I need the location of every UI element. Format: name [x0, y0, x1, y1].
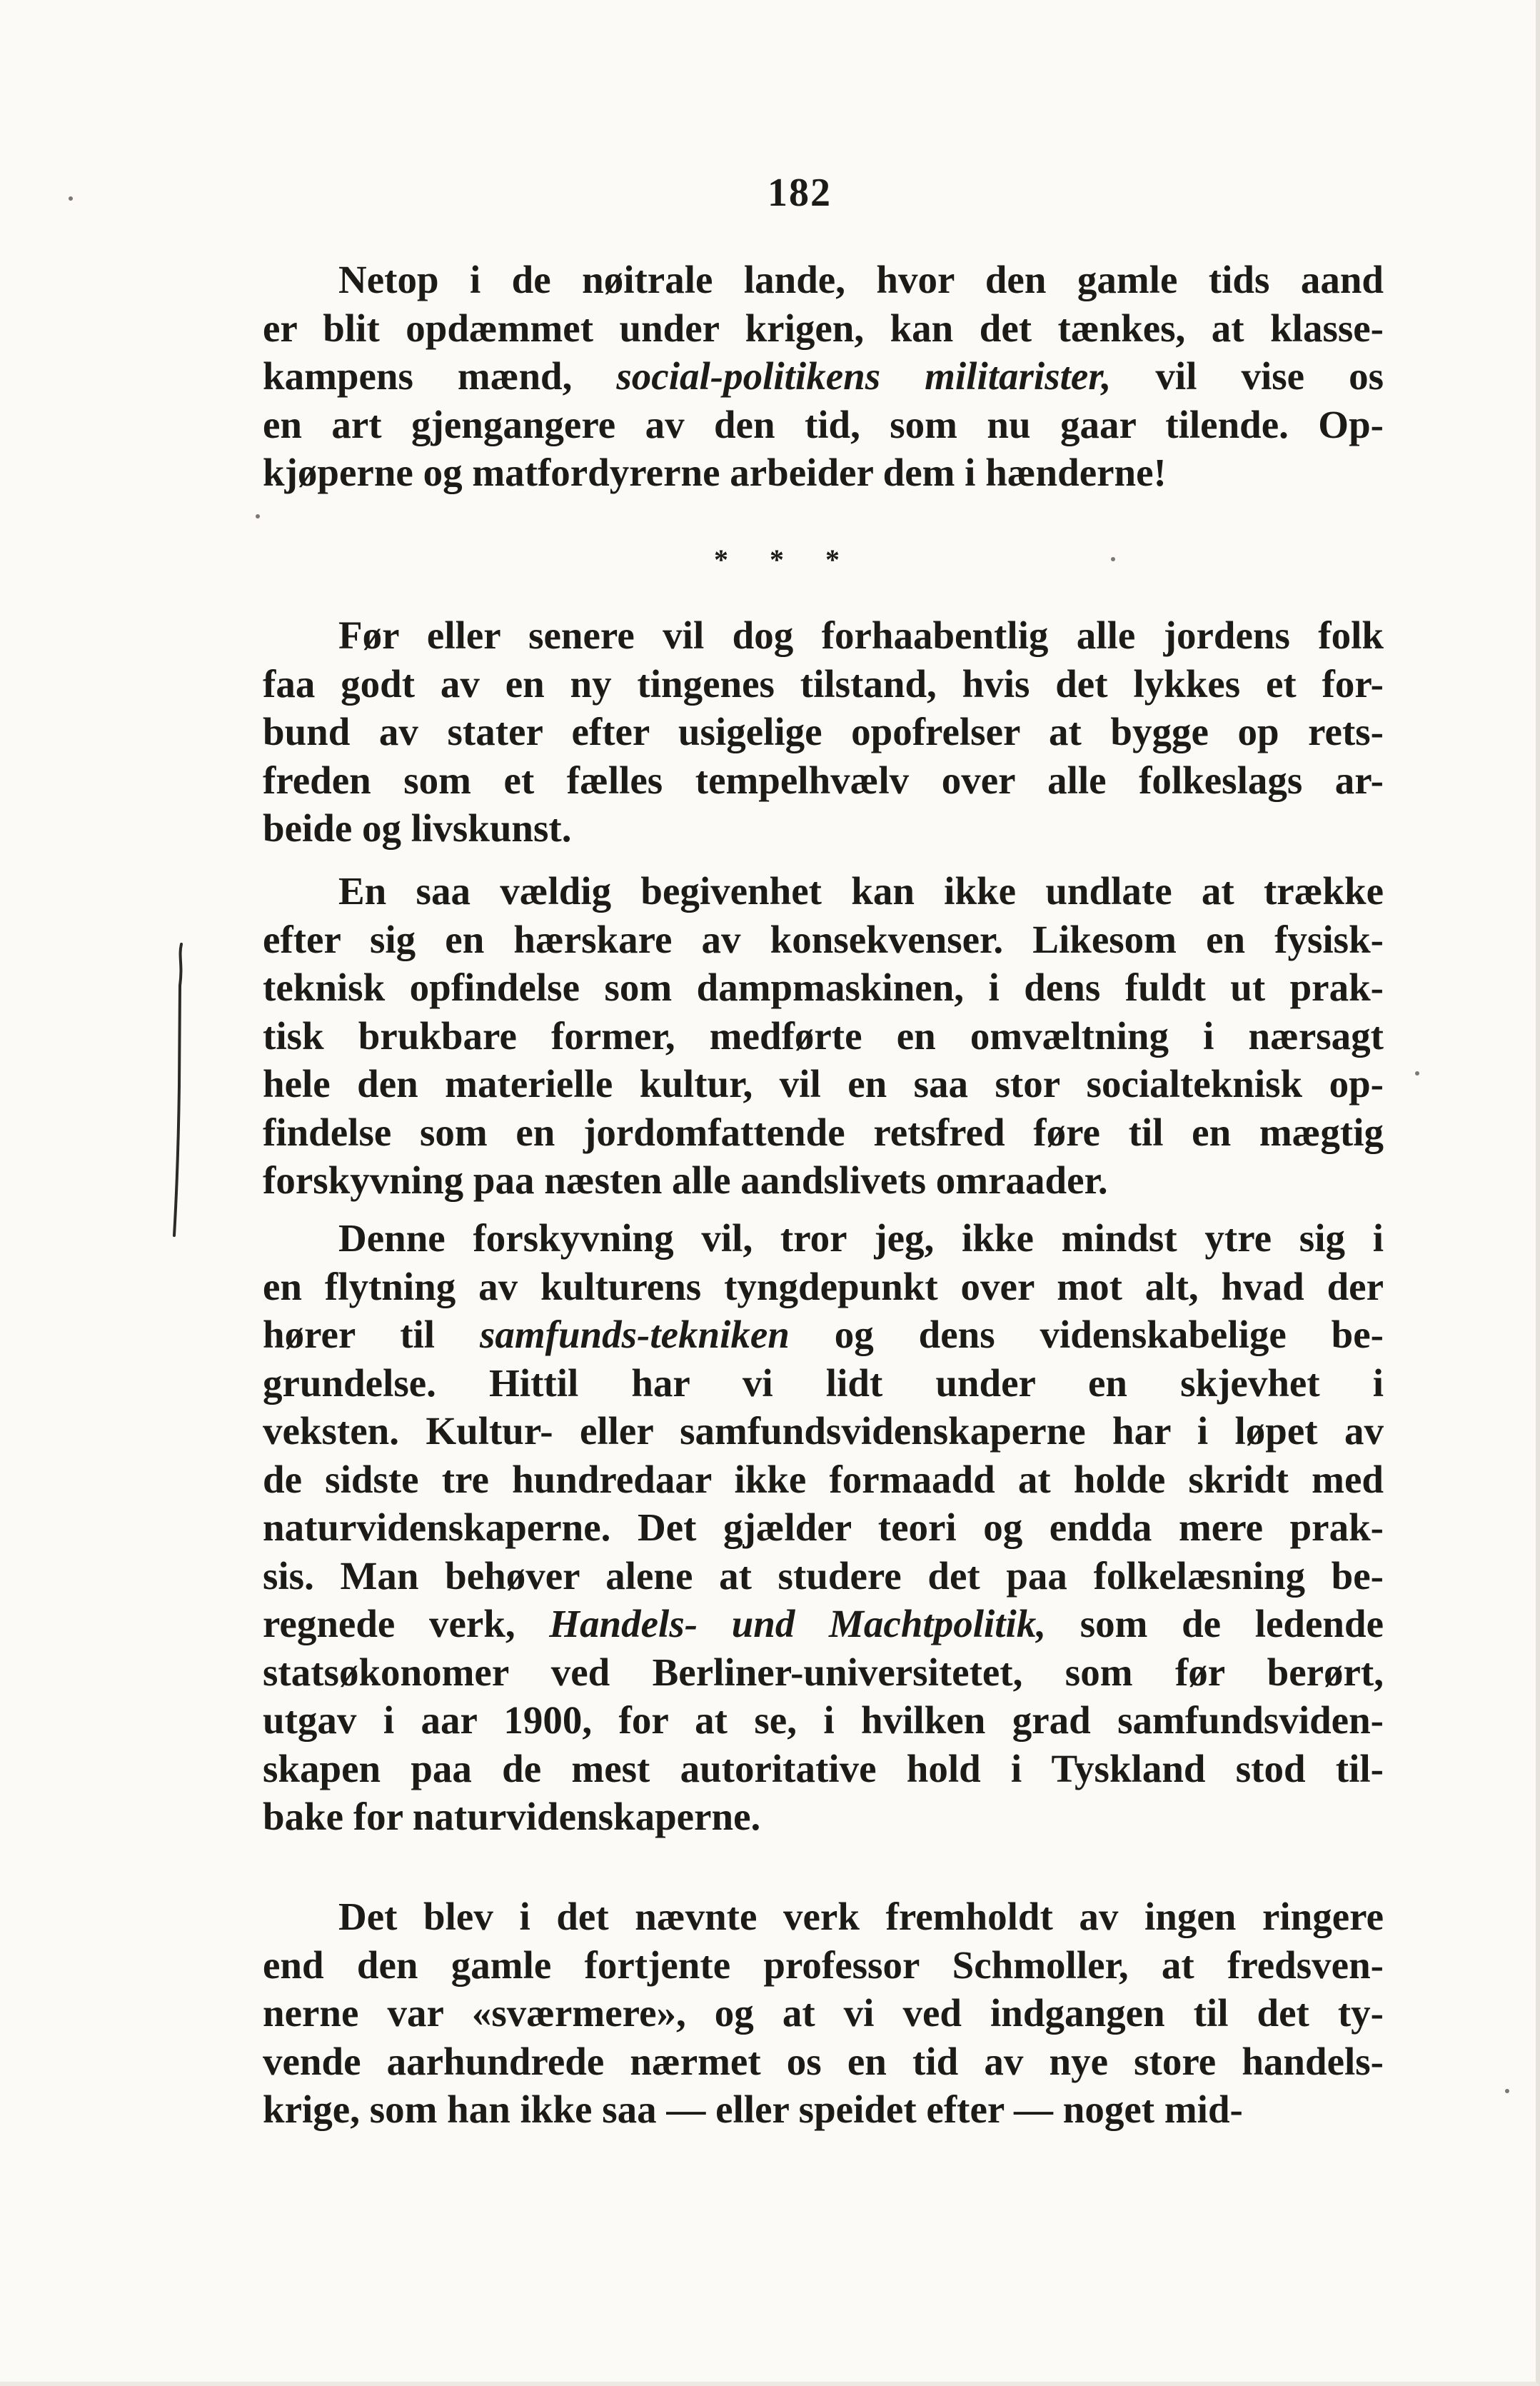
- paragraph-2: [263, 611, 1384, 853]
- text-run: kjøperne og matfordyrerne arbeider dem i hænderne!: [263, 451, 1167, 494]
- text-run: Denne forskyvning vil, tror jeg, ikke mindst ytre sig i: [338, 1216, 1384, 1260]
- text-line: [263, 867, 1384, 916]
- text-run: Det blev i det nævnte verk fremholdt av ingen ringere: [338, 1895, 1384, 1938]
- text-line: [263, 352, 1384, 401]
- text-line: [263, 660, 1384, 708]
- text-line: [263, 1745, 1384, 1793]
- text-line: [263, 1893, 1384, 1941]
- text-run: en art gjengangere av den tid, som nu gaar tilende. Op-: [263, 402, 1384, 446]
- text-line: [263, 1455, 1384, 1504]
- page-number: 182: [768, 171, 832, 215]
- text-line: [263, 804, 1384, 853]
- text-line: [263, 963, 1384, 1012]
- text-line: [263, 1310, 1384, 1359]
- text-line: [263, 1552, 1384, 1600]
- text-line: [263, 611, 1384, 660]
- text-line: [263, 1012, 1384, 1061]
- text-run: Netop i de nøitrale lande, hvor den gamle tids aand: [338, 258, 1384, 301]
- text-run: tisk brukbare former, medførte en omvæltning i nærsagt: [263, 1013, 1384, 1058]
- text-run: teknisk opfindelse som dampmaskinen, i dens fuldt ut prak-: [263, 966, 1384, 1009]
- text-line: [263, 916, 1384, 964]
- text-run: sis. Man behøver alene at studere det paa folkelæsning be-: [263, 1553, 1384, 1598]
- italic-emphasis: Handels- und Machtpolitik,: [549, 1602, 1047, 1645]
- text-line: [263, 1407, 1384, 1455]
- text-line: [263, 1214, 1384, 1263]
- text-run: efter sig en hærskare av konsekvenser. Likesom en fysisk-: [263, 917, 1384, 961]
- text-line: [263, 1793, 1384, 1841]
- text-run: findelse som en jordomfattende retsfred føre til en mægtig: [263, 1110, 1384, 1154]
- text-line: [263, 708, 1384, 756]
- text-run: hører til: [263, 1313, 480, 1356]
- text-run: nerne var «sværmere», og at vi ved indgangen til det ty-: [263, 1991, 1384, 2035]
- text-run: beide og livskunst.: [263, 806, 572, 850]
- paper-speck: [1111, 557, 1115, 561]
- italic-emphasis: samfunds-tekniken: [479, 1313, 790, 1356]
- text-run: Før eller senere vil dog forhaabentlig alle jordens folk: [338, 613, 1384, 657]
- text-run: er blit opdæmmet under krigen, kan det tænkes, at klasse-: [263, 306, 1384, 350]
- text-line: [263, 1359, 1384, 1408]
- section-separator: * * *: [714, 543, 841, 576]
- text-run: kampens mænd,: [263, 354, 617, 398]
- text-run: faa godt av en ny tingenes tilstand, hvis det lykkes et for-: [263, 661, 1384, 706]
- paper-speck: [1415, 1071, 1419, 1076]
- text-line: [263, 1263, 1384, 1311]
- text-line: [263, 304, 1384, 353]
- text-run: bake for naturvidenskaperne.: [263, 1795, 761, 1838]
- text-line: [263, 1600, 1384, 1648]
- text-run: grundelse. Hittil har vi lidt under en skjevhet i: [263, 1360, 1384, 1405]
- text-run: en flytning av kulturens tyngdepunkt over mot alt, hvad der: [263, 1264, 1384, 1308]
- paragraph-3: [263, 867, 1384, 1205]
- paragraph-1: [263, 256, 1384, 497]
- text-run: hele den materielle kultur, vil en saa stor socialteknisk op-: [263, 1062, 1384, 1106]
- text-line: [263, 1060, 1384, 1108]
- text-line: [263, 1503, 1384, 1552]
- text-run: statsøkonomer ved Berliner-universitetet, som før berørt,: [263, 1650, 1384, 1694]
- text-line: [263, 1108, 1384, 1157]
- text-run: freden som et fælles tempelhvælv over alle folkeslags ar-: [263, 758, 1384, 802]
- margin-pencil-mark: [171, 943, 187, 1243]
- text-line: [263, 2037, 1384, 2086]
- text-run: veksten. Kultur- eller samfundsvidenskaperne har i løpet av: [263, 1409, 1384, 1453]
- text-run: vende aarhundrede nærmet os en tid av nye store handels-: [263, 2039, 1384, 2083]
- text-run: og dens videnskabelige be-: [789, 1313, 1384, 1356]
- text-run: forskyvning paa næsten alle aandslivets omraader.: [263, 1158, 1108, 1202]
- text-run: krige, som han ikke saa — eller speidet efter — noget mid-: [263, 2087, 1243, 2131]
- text-run: skapen paa de mest autoritative hold i Tyskland stod til-: [263, 1746, 1384, 1790]
- text-run: de sidste tre hundredaar ikke formaadd at holde skridt med: [263, 1457, 1384, 1501]
- paragraph-4: [263, 1214, 1384, 1841]
- paper-speck: [69, 196, 73, 201]
- text-line: [263, 2085, 1384, 2134]
- text-run: utgav i aar 1900, for at se, i hvilken grad samfundsviden-: [263, 1698, 1384, 1742]
- text-line: [263, 756, 1384, 805]
- text-run: som de ledende: [1046, 1602, 1384, 1645]
- paragraph-5: [263, 1893, 1384, 2134]
- text-line: [263, 1941, 1384, 1990]
- text-run: vil vise os: [1111, 354, 1384, 398]
- text-run: regnede verk,: [263, 1602, 550, 1645]
- text-run: En saa vældig begivenhet kan ikke undlate at trække: [338, 869, 1384, 913]
- text-line: [263, 1156, 1384, 1205]
- text-run: bund av stater efter usigelige opofrelser at bygge op rets-: [263, 710, 1384, 753]
- italic-emphasis: social-politikens militarister,: [616, 354, 1112, 398]
- text-line: [263, 401, 1384, 449]
- text-run: end den gamle fortjente professor Schmoller, at fredsven-: [263, 1943, 1384, 1987]
- text-line: [263, 256, 1384, 304]
- paper-speck: [256, 514, 260, 518]
- text-line: [263, 448, 1384, 497]
- text-line: [263, 1648, 1384, 1697]
- text-run: naturvidenskaperne. Det gjælder teori og endda mere prak-: [263, 1505, 1384, 1549]
- text-line: [263, 1696, 1384, 1745]
- paper-speck: [1505, 2089, 1509, 2093]
- text-line: [263, 1989, 1384, 2037]
